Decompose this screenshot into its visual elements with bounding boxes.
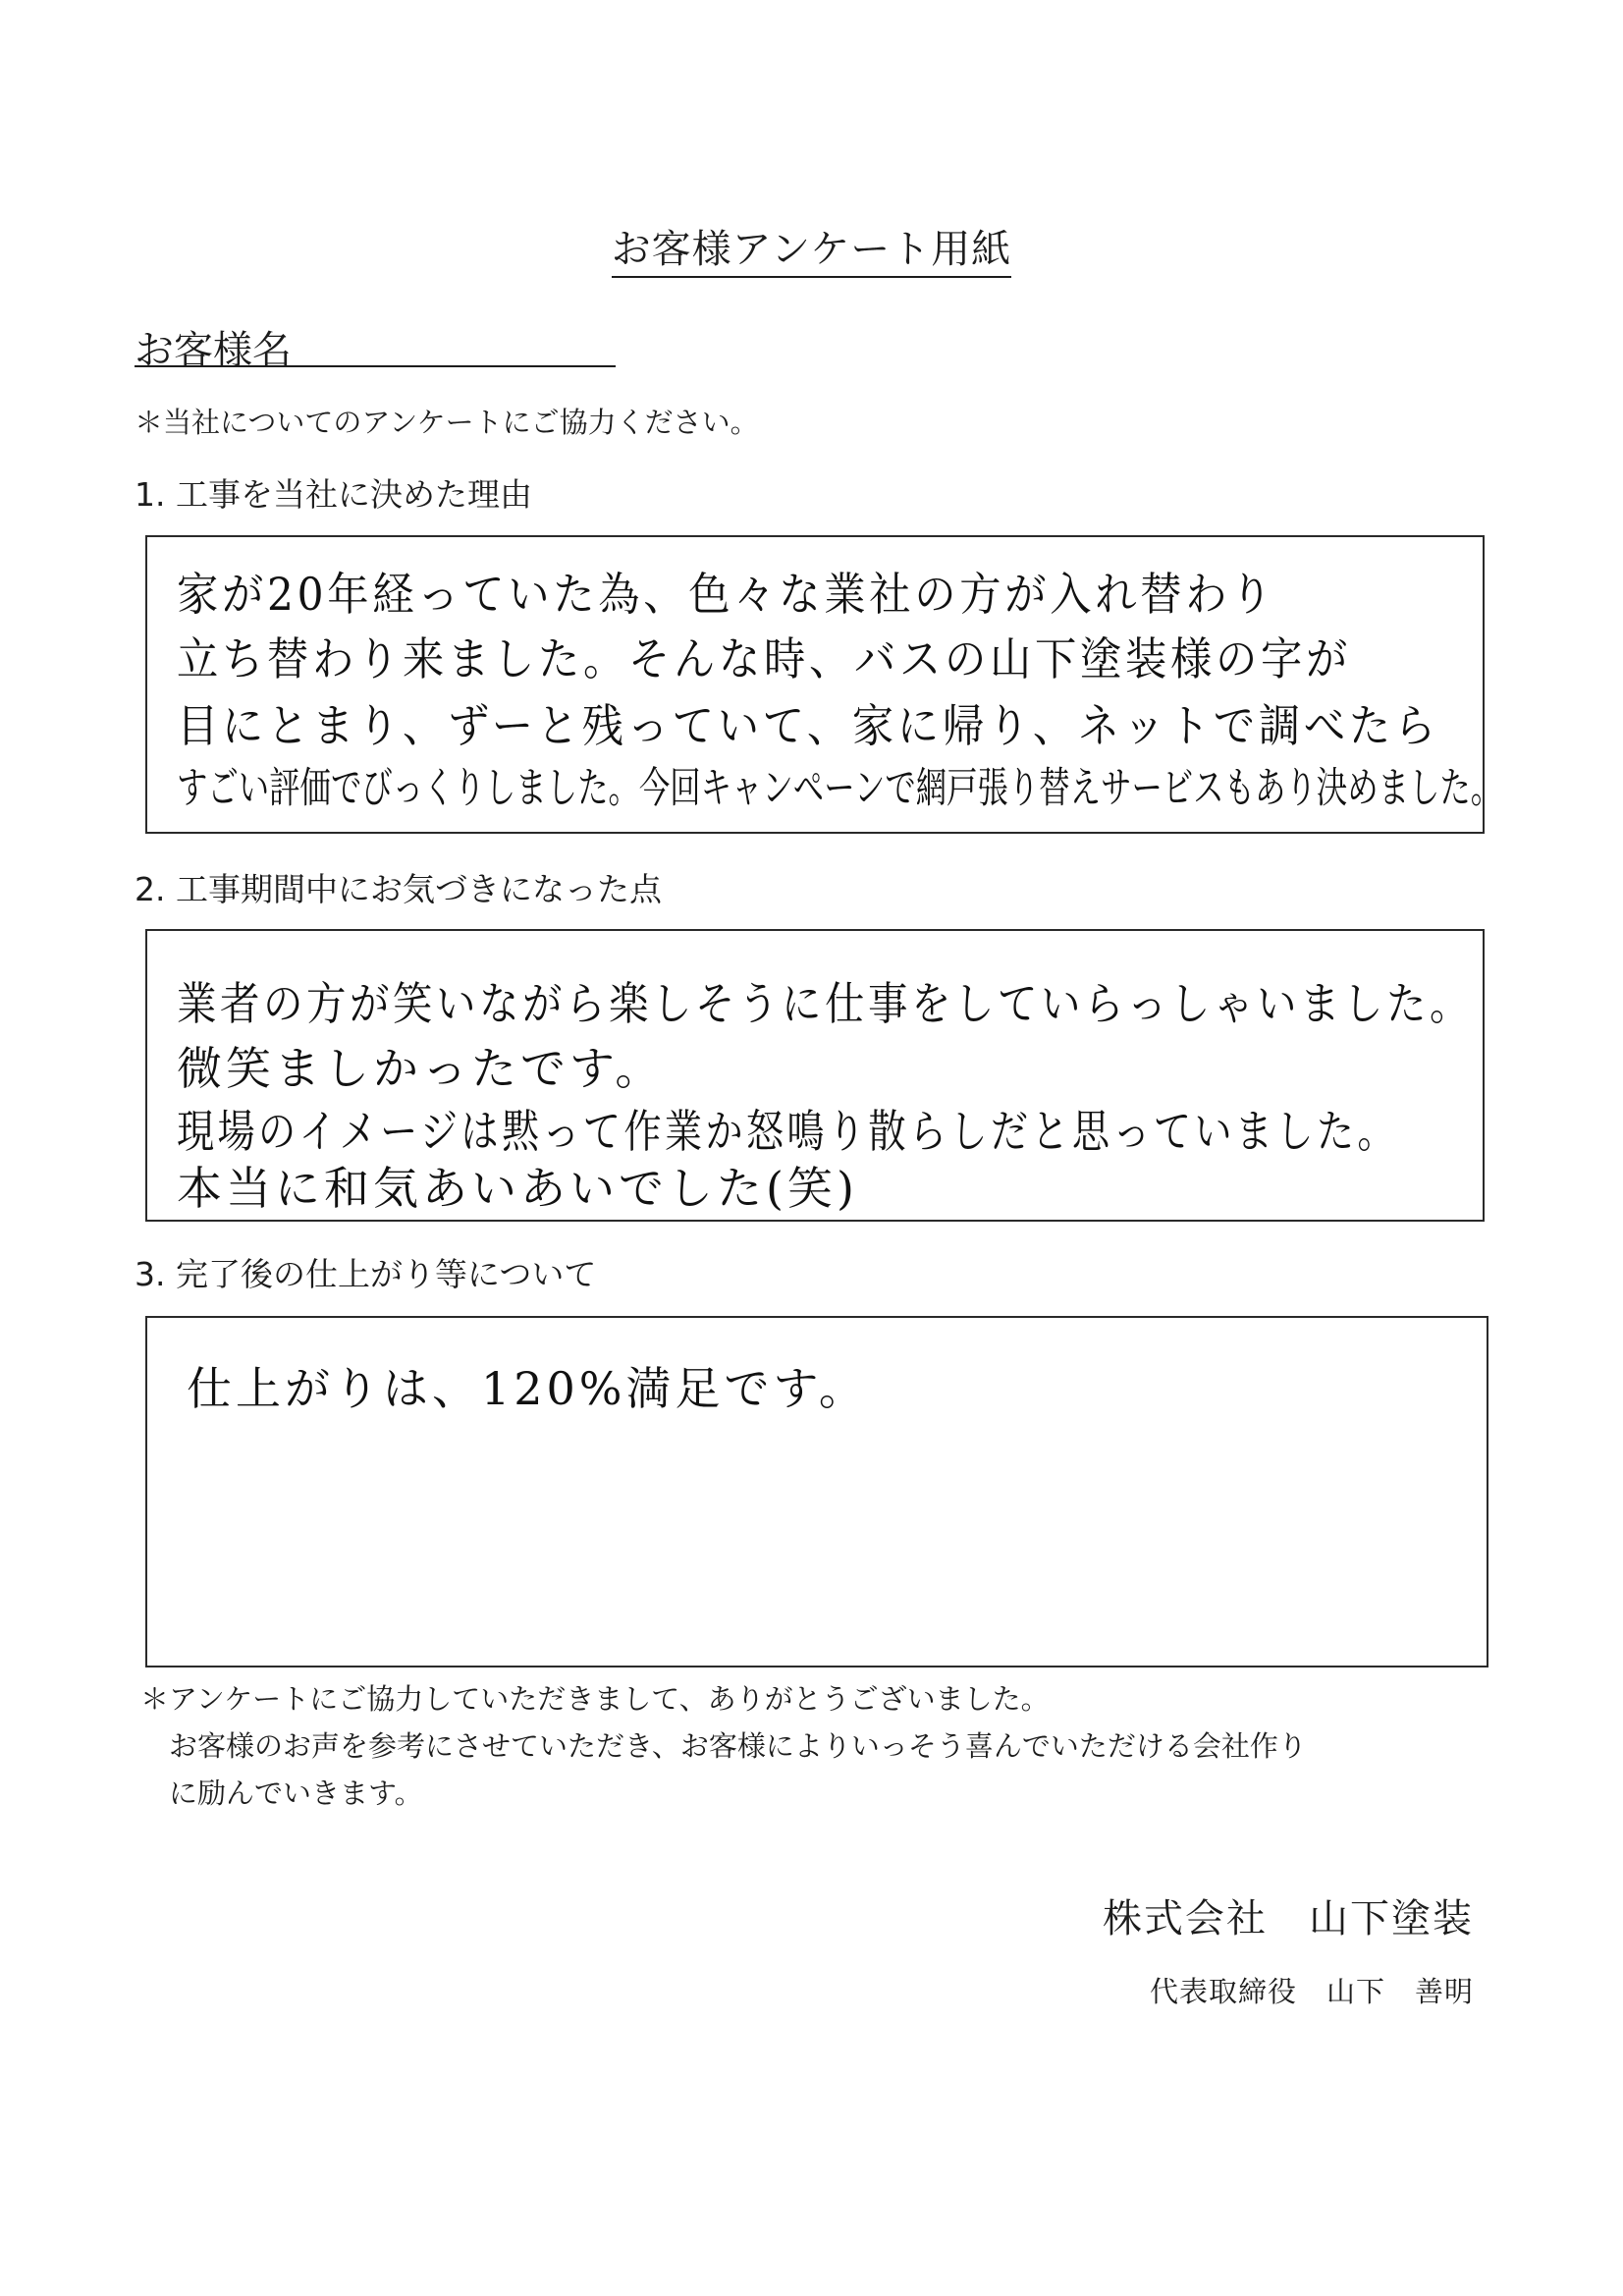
question-2-label: 2. 工事期間中にお気づきになった点: [135, 870, 662, 908]
question-3-answer-box: [145, 1316, 1488, 1667]
question-3-label: 3. 完了後の仕上がり等について: [135, 1255, 597, 1293]
question-1-label: 1. 工事を当社に決めた理由: [135, 475, 532, 514]
closing-message-line-2: に励んでいきます。: [169, 1777, 423, 1810]
answer-2-line-3: 現場のイメージは黙って作業か怒鳴り散らしだと思っていました。: [177, 1105, 1398, 1158]
answer-2-line-4: 本当に和気あいあいでした(笑): [177, 1162, 858, 1215]
survey-intro: ＊当社についてのアンケートにご協力ください。: [135, 406, 759, 439]
answer-2-line-1: 業者の方が笑いながら楽しそうに仕事をしていらっしゃいました。: [177, 977, 1473, 1030]
question-1-answer-box: [145, 535, 1502, 834]
survey-title-text: お客様アンケート用紙: [612, 227, 1012, 278]
question-2-answer-box: [145, 929, 1485, 1222]
answer-1-line-1: 家が20年経っていた為、色々な業社の方が入れ替わり: [177, 568, 1276, 621]
closing-thanks: ＊アンケートにご協力していただきまして、ありがとうございました。: [140, 1682, 1050, 1716]
survey-title: [0, 218, 1623, 274]
company-name: 株式会社 山下塗装: [1103, 1896, 1474, 1941]
answer-2-line-2: 微笑ましかったです。: [177, 1042, 665, 1095]
answer-1-line-4: すごい評価でびっくりしました。今回キャンペーンで網戸張り替えサービスもあり決めました。: [177, 764, 1502, 813]
answer-1-line-3: 目にとまり、ずーと残っていて、家に帰り、ネットで調べたら: [177, 699, 1439, 752]
customer-name-label: お客様名: [135, 328, 292, 373]
answer-1-line-2: 立ち替わり来ました。そんな時、バスの山下塗装様の字が: [177, 632, 1351, 685]
answer-3-line-1: 仕上がりは、120%満足です。: [187, 1362, 868, 1415]
closing-message-line-1: お客様のお声を参考にさせていただき、お客様によりいっそう喜んでいただける会社作り: [169, 1729, 1307, 1763]
customer-name-line: [135, 365, 616, 367]
representative-name: 代表取締役 山下 善明: [1149, 1975, 1474, 2008]
